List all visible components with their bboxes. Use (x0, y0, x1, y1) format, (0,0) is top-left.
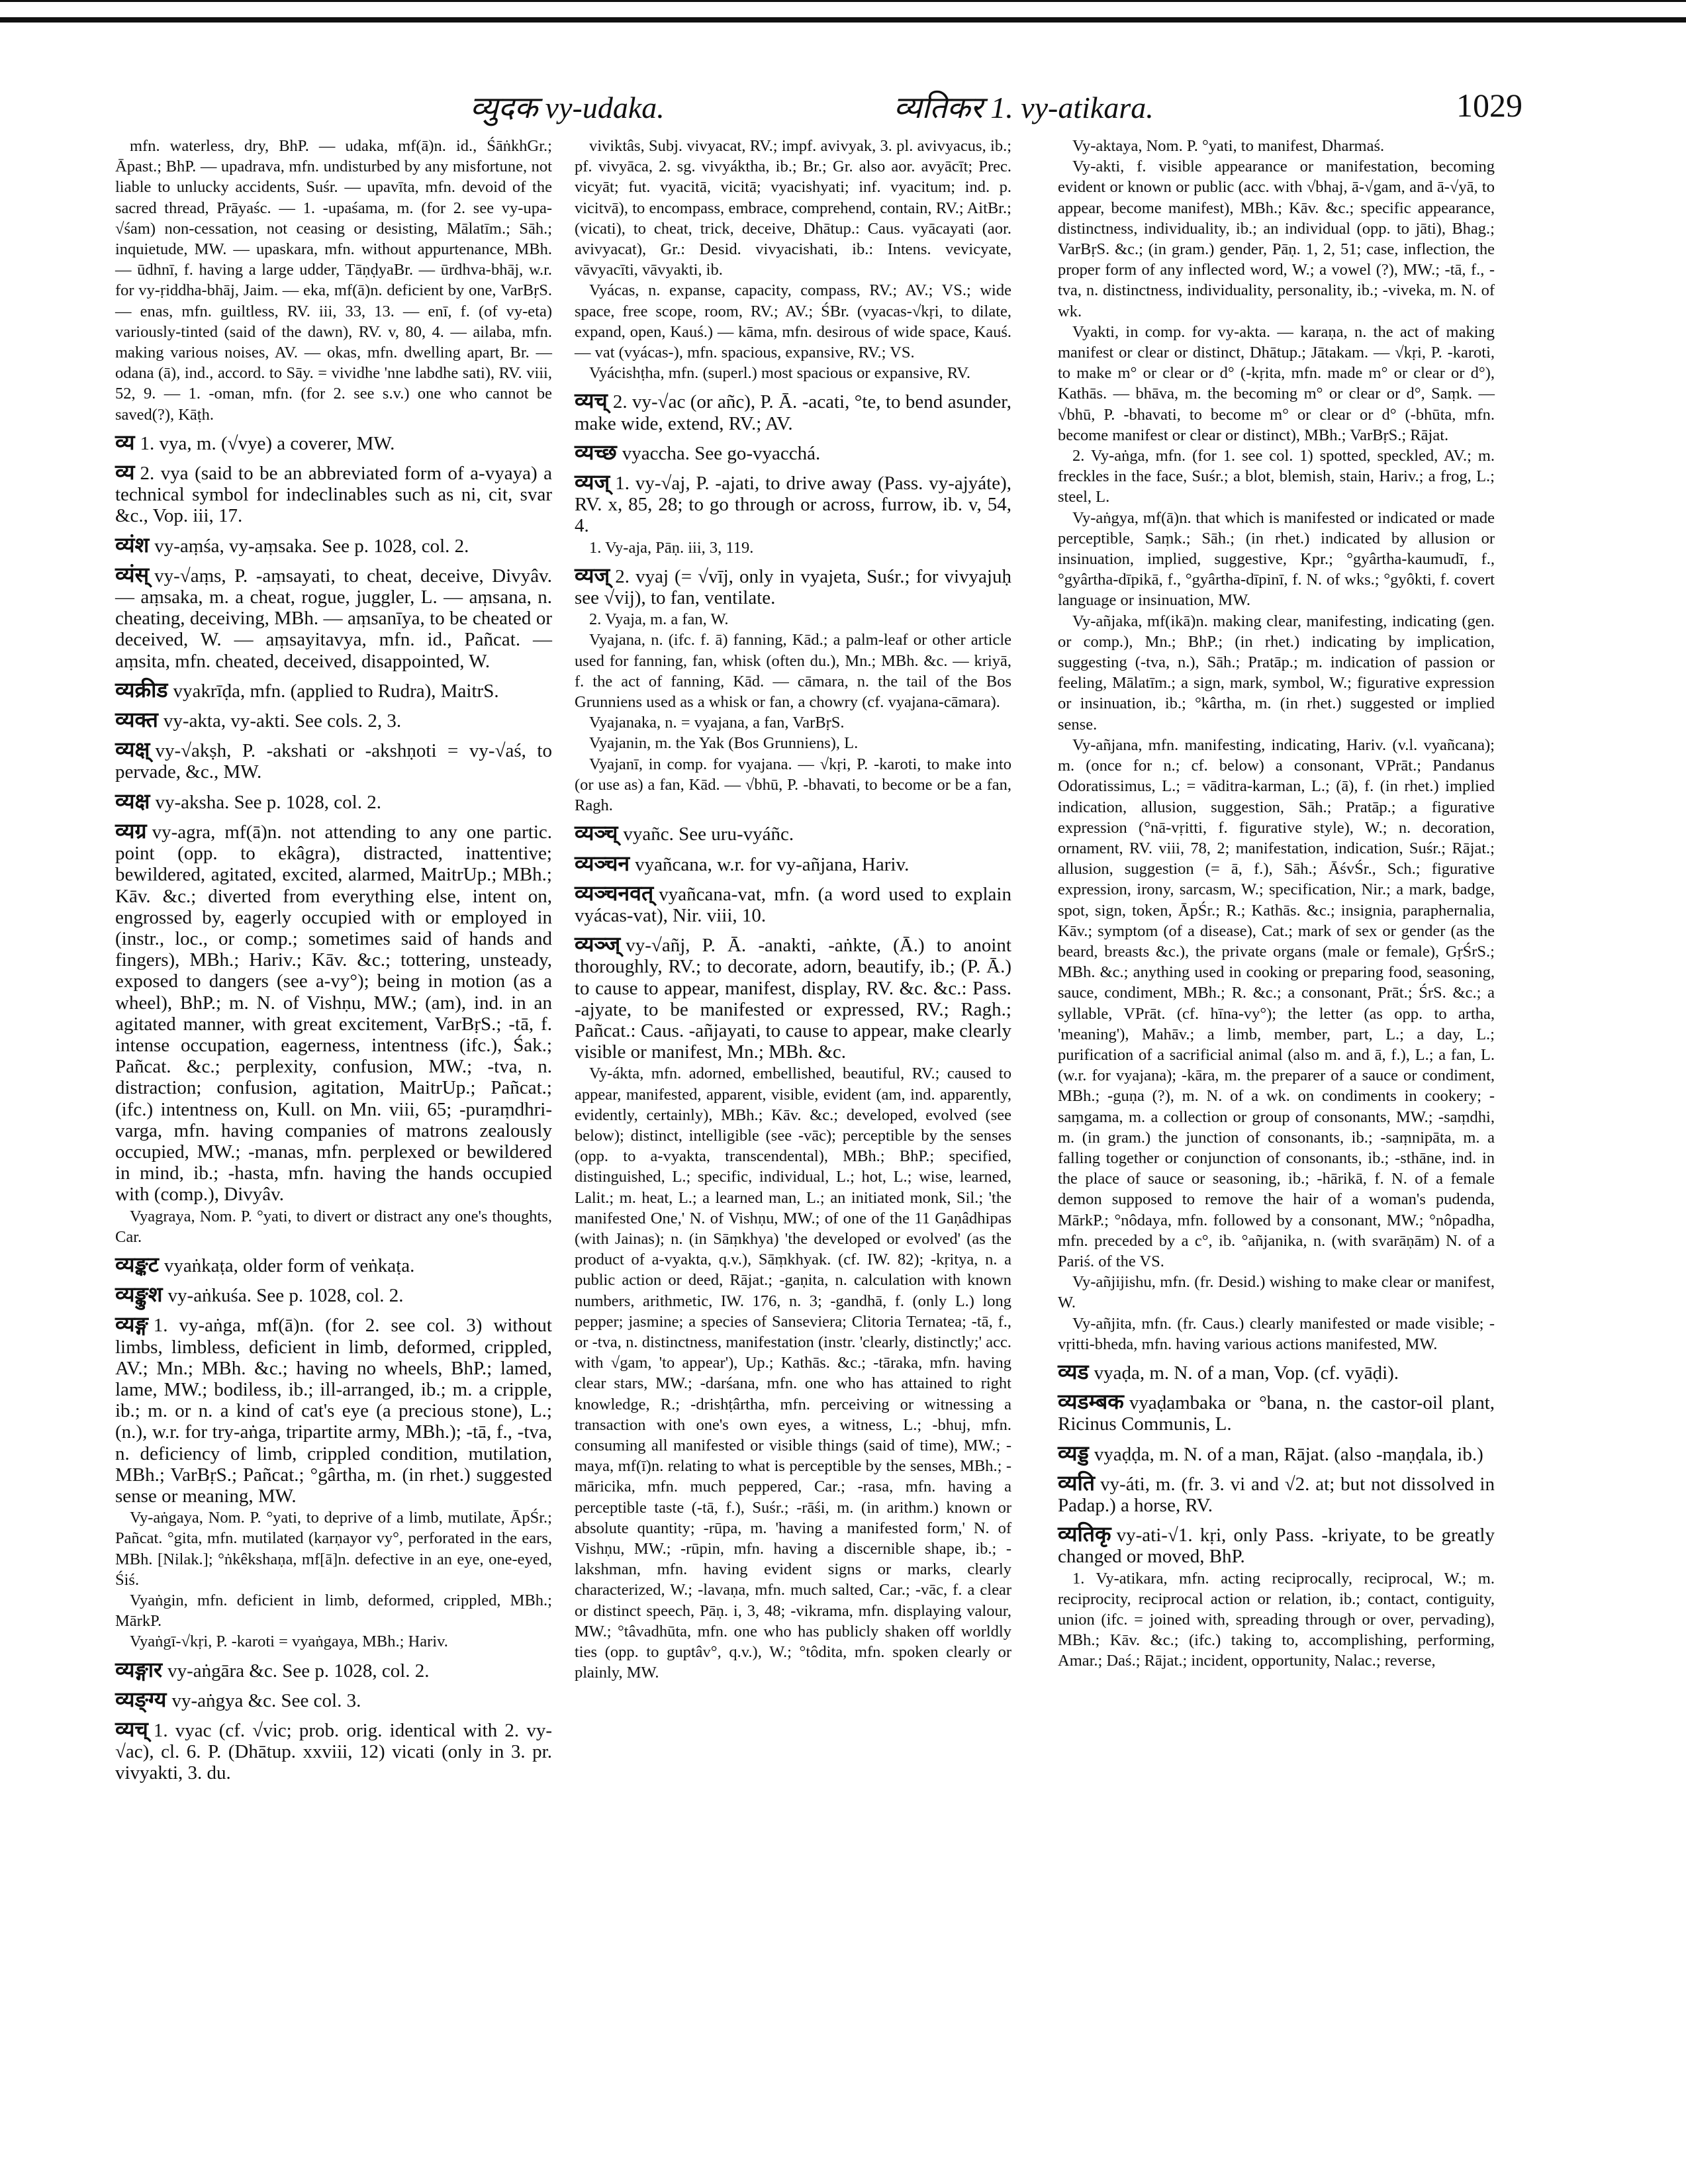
devanagari-headword: व्यडम्बक (1058, 1389, 1124, 1415)
entry-text: 1. vy-aṅga, mf(ā)n. (for 2. see col. 3) without limbs, limbless, deficient in limb, deformed, crippled, AV.; Mn.; MBh. &c.; having no wheels, BhP.; lamed, lame, MW.; bodiless, ib.; ill-arranged, ib.; m. a cripple, ib.; m. or n. a kind of cat's eye (a precious stone), L.; (n.), w.r. for try-aṅga, tripartite army, MBh.); -tā, f., -tva, n. deficiency of limb, crippled condition, mutilation, MBh.; VarBṛS.; Pañcat.; °gârtha, m. (in rhet.) suggested sense or meaning, MW. (115, 1315, 552, 1507)
dictionary-entry (115, 1717, 552, 1785)
devanagari-headword: व्य (115, 429, 135, 455)
devanagari-headword: व्यङ्गार (115, 1656, 163, 1682)
devanagari-headword: व्यञ्च् (575, 820, 618, 846)
entry-text: vyakrīḍa, mfn. (applied to Rudra), MaitrS. (173, 680, 499, 702)
entry-text: Vyakti, in comp. for vy-akta. — karaṇa, n. the act of making manifest or clear or distinct, Dhātup.; Jātakam. — √kṛi, P. -karoti, to make m° or clear or d° (-kṛita, mfn. made m° or clear or d°), Kathās. — bhāva, m. the becoming m° or clear or d°, Saṃk. — √bhū, P. -bhavati, to become m° or clear or d° (-bhūta, mfn. become manifest or clear or distinct), MBh.; VarBṛS.; Rājat. (1058, 322, 1495, 444)
entry-text: vyañcana, w.r. for vy-añjana, Hariv. (635, 853, 910, 875)
dictionary-entry (575, 469, 1011, 538)
entry-text: vy-áti, m. (fr. 3. vi and √2. at; but not dissolved in Padap.) a horse, RV. (1058, 1473, 1495, 1516)
entry-text: vyaṅkaṭa, older form of veṅkaṭa. (164, 1255, 415, 1276)
entry-text: Vyagraya, Nom. P. °yati, to divert or distract any one's thoughts, Car. (115, 1207, 552, 1246)
devanagari-headword: व्यच् (575, 388, 608, 414)
devanagari-headword: व्यतिकृ (1058, 1521, 1111, 1547)
devanagari-headword: व्यक्रीड (115, 677, 168, 702)
dictionary-entry (115, 1631, 552, 1652)
entry-text: Vy-añjana, mfn. manifesting, indicating, Hariv. (v.l. vyañcana); m. (once for n.; cf. below) a consonant, VPrāt.; Pandanus Odoratissimus, L.; = vāditra-karman, L.; (ā), f. (in rhet.) implied indication, allusion, suggestion, Sāh.; Pratāp.; a figurative expression (°nā-vṛitti, f. figurative style), W.; n. decoration, ornament, RV. viii, 78, 2; manifestation, indication, Suśr.; Rājat.; allusion, suggestion (= ā, f.), Sāh.; ĀśvŚr., Sch.; figurative expression, irony, sarcasm, W.; specification, Nir.; a mark, badge, spot, sign, token, ĀpŚr.; R.; Kathās. &c.; insignia, paraphernalia, Kāv.; symptom (of a disease), Cat.; mark of sex or gender (as the beard, breasts &c.), the private organs (male or female), GṛŚrS.; MBh. &c.; anything used in cooking or preparing food, seasoning, sauce, condiment, MBh.; R. &c.; a consonant, Prāt.; ŚrS. &c.; a syllable, VPrāt. (cf. hīna-vy°); the letter (as opp. to artha, 'meaning'), Mahāv.; a limb, member, part, L.; a day, L.; purification of a sacrificial animal (also m. and ā, f.), L.; a fan, L. (w.r. for vyajana); -kāra, m. the preparer of a sauce or condiment, MBh.; -guṇa (?), m. N. of a wk. on condiments in cookery; -saṃgama, m. a collection or group of consonants, MW.; -saṃdhi, m. (in gram.) the junction of consonants, ib.; -saṃnipāta, m. a falling together or conjunction of consonants, ib.; -sthāne, ind. in the place of sauce or seasoning, ib.; -hārikā, f. N. of a female demon supposed to remove the hair of a woman's pudenda, MārkP.; °nôdaya, mfn. followed by a consonant, MW.; °nôpadha, mfn. preceded by a c°, ib. °añjanika, n. (with svarāṇām) N. of a Pariś. of the VS. (1058, 736, 1495, 1270)
page-header (113, 86, 1522, 126)
entry-text: Vy-añjaka, mf(ikā)n. making clear, manifesting, indicating (gen. or comp.), Mn.; BhP.; (in rhet.) indicating by implication, suggesting (-tva, n.), Sāh.; Pratāp.; m. indication of passion or feeling, Mālatīm.; a sign, mark, symbol, W.; figurative expression or insinuation, ib.; °kârtha, m. (in rhet.) suggested or implied sense. (1058, 612, 1495, 734)
dictionary-entry (115, 737, 552, 783)
devanagari-headword: व्यंस् (115, 561, 150, 587)
dictionary-entry (115, 1252, 552, 1277)
entry-text: Vy-ákta, mfn. adorned, embellished, beautiful, RV.; caused to appear, manifested, apparent, visible, evident (am, ind. apparently, evidently, certainly), MBh.; Kāv. &c.; developed, evolved (see below); distinct, intelligible (see -vāc); perceptible by the senses (opp. to a-vyakta, transcendental), MBh.; BhP.; specified, distinguished, L.; specific, individual, L.; hot, L.; wise, learned, Lalit.; m. heat, L.; a learned man, L.; an initiated monk, Sil.; 'the manifested One,' N. of Vishṇu, MW.; of one of the 11 Gaṇâdhipas (with Jainas); n. (in Sāṃkhya) 'the developed or evolved' (as the product of a-vyakta, q.v.), Sāṃkhyak. (cf. IW. 82); -kṛitya, n. a public action or deed, Rājat.; -gaṇita, n. calculation with known numbers, arithmetic, IW. 176, n. 3; -gandhā, f. (only L.) long pepper; jasmine; a species of Sanseviera; Clitoria Ternatea; -tā, f., or -tva, n. distinctness, manifestation (instr. 'clearly, distinctly;' acc. with √gam, 'to appear'), Up.; Kathās. &c.; -tāraka, mfn. having clear stars, MW.; -darśana, mfn. one who has attained to right knowledge, R.; -drishṭârtha, mfn. perceiving or witnessing a transaction with one's own eyes, a witness, L.; -bhuj, mfn. consuming all manifested or visible things (said of time), MW.; -maya, mf(ī)n. relating to what is perceptible by the senses, MBh.; -māricika, mfn. much peppered, Car.; -rasa, mfn. having a perceptible taste (-tā, f.), Suśr.; -rāśi, m. (in arithm.) known or absolute quantity; -rūpa, m. 'having a manifested form,' N. of Vishṇu, MW.; -rūpin, mfn. having a discernible shape, ib.; -lakshman, mfn. having evident signs or marks, clearly characterized, W.; -lavaṇa, mfn. much salted, Car.; -vāc, f. a clear or distinct speech, Pāṇ. i, 3, 48; -vikrama, mfn. displaying valour, MW.; °tâvadhūta, mfn. one who has publicly shaken off worldly ties (opp. to guptâv°, q.v.), W.; °tôdita, mfn. spoken clearly or plainly, MW. (575, 1065, 1011, 1682)
entry-text: vy-aṅgāra &c. See p. 1028, col. 2. (167, 1660, 430, 1682)
entry-text: Vy-aktaya, Nom. P. °yati, to manifest, Dharmaś. (1072, 137, 1385, 155)
entry-text: Vyaṅgī-√kṛi, P. -karoti = vyaṅgaya, MBh.; Hariv. (130, 1633, 448, 1651)
dictionary-entry (575, 712, 1011, 733)
entry-text: Vyaṅgin, mfn. deficient in limb, deformed, crippled, MBh.; MārkP. (115, 1591, 552, 1631)
devanagari-headword: व्य (115, 459, 135, 485)
dictionary-entry (115, 677, 552, 702)
entry-text: Vyajanī, in comp. for vyajana. — √kṛi, P. -karoti, to make into (or use as) a fan, Kād. — √bhū, P. -bhavati, to become or be a fan, Ragh. (575, 755, 1011, 815)
entry-text: vy-√akṣh, P. -akshati or -akshṇoti = vy-√aś, to pervade, &c., MW. (115, 740, 552, 783)
dictionary-entry (115, 707, 552, 732)
dictionary-entry (575, 563, 1011, 609)
dictionary-entry (575, 851, 1011, 876)
entry-text: vyañcana-vat, mfn. (a word used to explain vyácas-vat), Nir. viii, 10. (575, 883, 1011, 926)
entry-text: Vy-akti, f. visible appearance or manifestation, becoming evident or known or public (acc. with √bhaj, ā-√gam, and ā-√yā, to appear, become manifest), MBh.; Kāv. &c.; specific appearance, distinctness, individuality, ib.; an individual (opp. to jāti), Bhag.; VarBṛS. &c.; (in gram.) gender, Pāṇ. 1, 2, 51; case, inflection, the proper form of any inflected word, W.; a vowel (?), MW.; -tā, f., -tva, n. distinctness, individuality, personality, ib.; -viveka, m. N. of wk. (1058, 158, 1495, 320)
dictionary-entry (115, 1687, 552, 1712)
entry-text: 2. vya (said to be an abbreviated form of a-vyaya) a technical symbol for indeclinables such as ni, cit, svar &c., Vop. iii, 17. (115, 463, 552, 527)
dictionary-entry (1058, 1521, 1495, 1568)
entry-text: vy-aṃśa, vy-aṃsaka. See p. 1028, col. 2. (154, 535, 469, 557)
dictionary-entry (115, 818, 552, 1206)
entry-text: vy-√añj, P. Ā. -anakti, -aṅkte, (Ā.) to anoint thoroughly, RV.; to decorate, adorn, beautify, ib.; (P. Ā.) to cause to appear, manifest, display, RV. &c. &c.: Pass. -ajyate, to be manifested or expressed, RV.; Ragh.; Pañcat.: Caus. -añjayati, to cause to appear, make clearly visible or manifest, Mn.; MBh. &c. (575, 935, 1011, 1063)
entry-text: vy-akta, vy-akti. See cols. 2, 3. (163, 710, 402, 732)
dictionary-entry (1058, 1389, 1495, 1435)
entry-text: 1. vy-√aj, P. -ajati, to drive away (Pass. vy-ajyáte), RV. x, 85, 28; to go through or across, furrow, ib. v, 54, 4. (575, 473, 1011, 537)
dictionary-entry (575, 880, 1011, 927)
dictionary-entry (115, 1590, 552, 1631)
entry-text: vy-aṅgya &c. See col. 3. (171, 1689, 361, 1711)
column-2 (575, 136, 1011, 1683)
entry-text: viviktâs, Subj. vivyacat, RV.; impf. avivyak, 3. pl. avivyacus, ib.; pf. vivyāca, 2. sg. vivyáktha, ib.; Br.; Gr. also aor. avyācīt; Prec. vicyāt; fut. vyacitā, vicitā; vyacishyati; inf. vyacitum; ind. p. vicitvā), to encompass, embrace, comprehend, contain, RV.; AitBr.; (vicati), to cheat, trick, deceive, Dhātup.: Caus. vyācayati (aor. avivyacat), Gr.: Desid. vivyacishati, ib.: Intens. vevicyate, vāvyacīti, vāvyakti, ib. (575, 137, 1011, 279)
devanagari-headword: व्यच्छ (575, 439, 617, 465)
dictionary-entry (1058, 508, 1495, 611)
entry-text: 1. vyac (cf. √vic; prob. orig. identical with 2. vy-√ac), cl. 6. P. (Dhātup. xxviii, 12) vicati (only in 3. pr. vivyakti, 3. du. (115, 1720, 552, 1784)
dictionary-entry (1058, 322, 1495, 446)
dictionary-entry (1058, 1568, 1495, 1672)
dictionary-entry (1058, 1470, 1495, 1517)
entry-text: vy-agra, mf(ā)n. not attending to any one partic. point (opp. to ekâgra), distracted, inattentive; bewildered, agitated, excited, alarmed, MaitrUp.; MBh.; Kāv. &c.; diverted from everything else, intent on, engrossed by, eagerly occupied with or employed in (instr., loc., or comp.; sometimes said of hands and fingers), MBh.; Hariv.; Kāv. &c.; tottering, unsteady, exposed to dangers (see a-vy°); being in motion (as a wheel), BhP.; m. N. of Vishṇu, MW.; (am), ind. in an agitated manner, with great excitement, VarBṛS.; -tā, f. intense occupation, eagerness, intentness (ifc.), Śak.; Pañcat. &c.; perplexity, confusion, MW.; -tva, n. distraction; confusion, agitation, MaitrUp.; Pañcat.; (ifc.) intentness on, Kull. on Mn. viii, 65; -puraṃdhri-varga, mfn. having companies of matrons zealously occupied, MW.; -manas, mfn. perplexed or bewildered in mind, ib.; -hasta, mfn. having the hands occupied with (comp.), Divyâv. (115, 821, 552, 1206)
entry-text: 1. Vy-atikara, mfn. acting reciprocally, reciprocal, W.; m. reciprocity, reciprocal action or relation, ib.; contact, contiguity, union (ifc. = joined with, spreading through or over, pervading), MBh.; Kāv. &c.; (ifc.) taking to, accomplishing, performing, Amar.; Daś.; Rājat.; incident, opportunity, Nalac.; reverse, (1058, 1569, 1495, 1670)
dictionary-entry (115, 430, 552, 455)
dictionary-entry (575, 754, 1011, 816)
entry-text: vyaccha. See go-vyacchá. (622, 442, 821, 464)
header-right-guideword: व्यतिकर 1. vy-atikara. (894, 91, 1154, 124)
dictionary-entry (575, 1063, 1011, 1683)
entry-text: Vyajana, n. (ifc. f. ā) fanning, Kād.; a palm-leaf or other article used for fanning, fan, whisk (often du.), Mn.; MBh. &c. — kriyā, f. the act of fanning, Kād. — cāmara, n. the tail of the Bos Grunniens used as a whisk or fan, a chowry (cf. vyajana-cāmara). (575, 631, 1011, 712)
dictionary-entry (575, 280, 1011, 363)
top-thick-rule (0, 17, 1686, 23)
devanagari-headword: व्यड्ड (1058, 1440, 1089, 1466)
entry-text: 2. Vyaja, m. a fan, W. (589, 610, 729, 629)
entry-text: 2. vyaj (= √vīj, only in vyajeta, Suśr.; for vivyajuḥ see √vij), to fan, ventilate. (575, 565, 1011, 609)
devanagari-headword: व्यज् (575, 562, 610, 588)
dictionary-entry (575, 820, 1011, 845)
entry-text: Vy-aṅgya, mf(ā)n. that which is manifested or indicated or made perceptible, Saṃk.; Sāh.; (in rhet.) indicated by allusion or insinuation, implied, suggestive, Kpr.; °gyârtha-kaumudī, f., °gyârtha-dīpikā, f., °gyârtha-dīpinī, f. N. of wks.; °gyôkti, f. covert language or insinuation, MW. (1058, 508, 1495, 610)
header-left-guideword: व्युदक vy-udaka. (470, 91, 665, 124)
entry-text: Vyajanaka, n. = vyajana, a fan, VarBṛS. (589, 714, 845, 732)
devanagari-headword: व्यङ्ग्य (115, 1686, 167, 1712)
entry-text: vyaḍambaka or °bana, n. the castor-oil plant, Ricinus Communis, L. (1058, 1392, 1495, 1435)
entry-text: 2. vy-√ac (or añc), P. Ā. -acati, °te, to bend asunder, make wide, extend, RV.; AV. (575, 391, 1011, 434)
scan-top-border (0, 0, 1686, 23)
dictionary-entry (575, 931, 1011, 1063)
devanagari-headword: व्यंश (115, 532, 150, 557)
dictionary-entry (575, 388, 1011, 434)
top-thin-rule (0, 0, 1686, 2)
entry-text: vy-aṅkuśa. See p. 1028, col. 2. (167, 1285, 404, 1307)
devanagari-headword: व्यच् (115, 1717, 148, 1742)
entry-text: Vyajanin, m. the Yak (Bos Grunniens), L. (589, 734, 859, 753)
dictionary-entry (115, 532, 552, 557)
dictionary-entry (115, 1657, 552, 1682)
entry-text: Vyácishṭha, mfn. (superl.) most spacious or expansive, RV. (589, 364, 970, 383)
devanagari-headword: व्यज् (575, 469, 610, 495)
devanagari-headword: व्यक्ष (115, 788, 150, 814)
entry-text: 1. Vy-aja, Pāṇ. iii, 3, 119. (589, 538, 754, 557)
devanagari-headword: व्यञ्चन (575, 850, 630, 876)
devanagari-headword: व्यक्त (115, 707, 158, 733)
dictionary-entry (575, 630, 1011, 712)
devanagari-headword: व्यञ्ज् (575, 931, 621, 957)
devanagari-headword: व्यग्र (115, 818, 147, 843)
entry-text: Vy-añjita, mfn. (fr. Caus.) clearly manifested or made visible; -vṛitti-bheda, mfn. having various actions manifested, MW. (1058, 1314, 1495, 1353)
dictionary-entry (1058, 136, 1495, 156)
entry-text: vy-√aṃs, P. -aṃsayati, to cheat, deceive, Divyâv. — aṃsaka, m. a cheat, rogue, juggler, L. — aṃsana, n. cheating, deceiving, MBh. — aṃsanīya, to be cheated or deceived, W. — aṃsayitavya, mfn. id., Pañcat. — aṃsita, mfn. cheated, deceived, disappointed, W. (115, 565, 552, 672)
entry-text: vy-ati-√1. kṛi, only Pass. -kriyate, to be greatly changed or moved, BhP. (1058, 1525, 1495, 1568)
entry-text: 2. Vy-aṅga, mfn. (for 1. see col. 1) spotted, speckled, AV.; m. freckles in the face, Suśr.; a blot, blemish, stain, Hariv.; a frog, L.; steel, L. (1058, 447, 1495, 506)
dictionary-entry (575, 136, 1011, 280)
dictionary-entry (115, 1206, 552, 1247)
devanagari-headword: व्यक्ष् (115, 737, 150, 763)
entry-text: Vyácas, n. expanse, capacity, compass, RV.; AV.; VS.; wide space, free scope, room, RV.; AV.; ŚBr. (vyacas-√kṛi, to dilate, expand, open, Kauś.) — kāma, mfn. desirous of wide space, Kauś. — vat (vyácas-), mfn. spacious, expansive, RV.; VS. (575, 281, 1011, 362)
devanagari-headword: व्यङ्ग (115, 1311, 148, 1337)
dictionary-entry (115, 562, 552, 673)
dictionary-entry (1058, 1359, 1495, 1384)
entry-text: vyaḍḍa, m. N. of a man, Rājat. (also -maṇḍala, ib.) (1094, 1443, 1483, 1465)
entry-text: vyañc. See uru-vyáñc. (623, 824, 794, 845)
dictionary-entry (1058, 1272, 1495, 1313)
dictionary-entry (575, 733, 1011, 753)
dictionary-entry (115, 788, 552, 814)
devanagari-headword: व्यञ्चनवत् (575, 880, 654, 906)
devanagari-headword: व्यङ्कुश (115, 1282, 163, 1307)
dictionary-entry (1058, 446, 1495, 508)
devanagari-headword: व्यङ्कट (115, 1251, 159, 1277)
entry-text: Vy-aṅgaya, Nom. P. °yati, to deprive of a limb, mutilate, ĀpŚr.; Pañcat. °gita, mfn. mutilated (karṇayor vy°, perforated in the ears, MBh. [Nilak.]; °ṅkêkshaṇa, mf[ā]n. defective in an eye, one-eyed, Śiś. (115, 1509, 552, 1589)
dictionary-entry (1058, 1441, 1495, 1466)
dictionary-entry (1058, 611, 1495, 735)
dictionary-entry (115, 136, 552, 425)
dictionary-entry (115, 1311, 552, 1507)
dictionary-entry (575, 538, 1011, 558)
entry-text: mfn. waterless, dry, BhP. — udaka, mf(ā)n. id., ŚāṅkhGr.; Āpast.; BhP. — upadrava, mfn. undisturbed by any misfortune, not liable to unlucky accidents, Suśr. — upavīta, mfn. devoid of the sacred thread, Prāyaśc. — 1. -upaśama, m. (for 2. see vy-upa-√śam) non-cessation, not ceasing or desisting, Mālatīm.; Sāh.; inquietude, MW. — upaskara, mfn. without appurtenance, MBh. — ūdhnī, f. having a large udder, TāṇḍyaBr. — ūrdhva-bhāj, w.r. for vy-ṛiddha-bhāj, Jaim. — eka, mf(ā)n. deficient by one, VarBṛS. — enas, mfn. guiltless, RV. iii, 33, 13. — enī, f. (of vy-eta) variously-tinted (said of the dawn), RV. v, 80, 4. — ailaba, mfn. making various noises, AV. — okas, mfn. dwelling apart, Br. — odana (ā), ind., accord. to Sāy. = vividhe 'nne labdhe sati), RV. viii, 52, 9. — 1. -oman, mfn. (for 2. see s.v.) one who cannot be saved(?), Kāṭh. (115, 137, 552, 424)
dictionary-entry (1058, 735, 1495, 1272)
entry-text: vyaḍa, m. N. of a man, Vop. (cf. vyāḍi). (1094, 1362, 1399, 1384)
entry-text: Vy-añjijishu, mfn. (fr. Desid.) wishing to make clear or manifest, W. (1058, 1273, 1495, 1312)
entry-text: vy-aksha. See p. 1028, col. 2. (155, 791, 381, 813)
dictionary-entry (1058, 156, 1495, 322)
column-3 (1058, 136, 1495, 1672)
column-1 (115, 136, 552, 1785)
dictionary-entry (575, 609, 1011, 630)
dictionary-entry (115, 1507, 552, 1590)
devanagari-headword: व्यति (1058, 1470, 1096, 1496)
dictionary-entry (575, 440, 1011, 465)
dictionary-entry (115, 459, 552, 528)
dictionary-entry (115, 1282, 552, 1307)
entry-text: 1. vya, m. (√vye) a coverer, MW. (140, 432, 395, 454)
devanagari-headword: व्यड (1058, 1358, 1089, 1384)
dictionary-entry (575, 363, 1011, 383)
page-number: 1029 (1456, 87, 1522, 124)
dictionary-entry (1058, 1313, 1495, 1354)
